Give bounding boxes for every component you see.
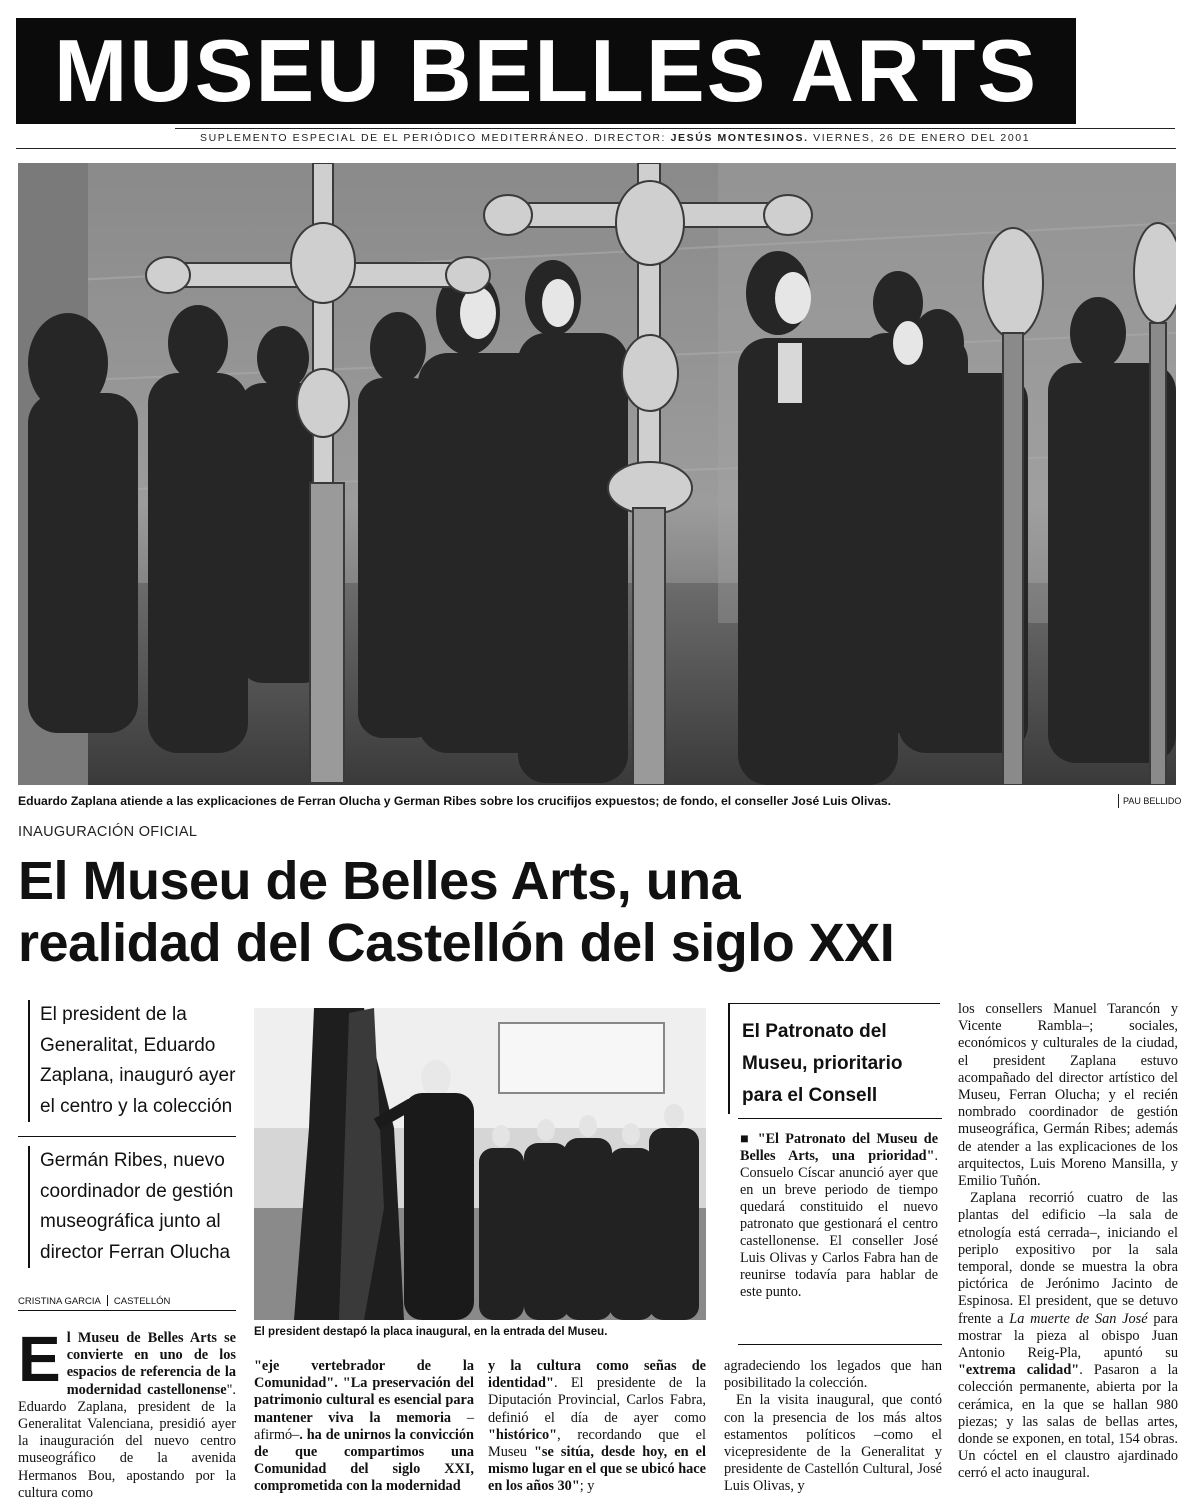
main-photo-caption: Eduardo Zaplana atiende a las explicaciones de Ferran Olucha y German Ribes sobre los crucifijos expuestos; de fondo, el conseller José Luis Olivas. [18, 794, 892, 808]
headline [18, 850, 1178, 974]
supplement-text: SUPLEMENTO ESPECIAL DE EL PERIÓDICO MEDITERRÁNEO. DIRECTOR: [200, 132, 671, 144]
body-column-2 [254, 1358, 474, 1496]
divider [16, 148, 1176, 149]
quote-highlight: "extrema calidad" [958, 1362, 1080, 1379]
sidebar-body [740, 1131, 938, 1301]
byline [18, 1295, 170, 1307]
paragraph: los consellers Manuel Tarancón y Vicente Rambla–; sociales, económicos y culturales de la ciudad, el president Zaplana estuvo acompañado del director artístico del Museu, Ferran Olucha; y el recién nombrado coordinador de gestión museográfica, Germán Ribes; además de atender a las explicaciones de los arquitectos, Luis Moreno Mansilla, y Emilio Tuñón. [958, 1001, 1178, 1190]
masthead-banner [16, 18, 1076, 124]
lead-quote: l Museu de Belles Arts se convierte en uno de los espacios de referencia de la modernidad castellonense [66, 1330, 236, 1398]
quote: . ha de unirnos la convicción de que compartimos una Comunidad del siglo XXI, comprometida con la modernidad [254, 1426, 474, 1495]
text-run: ". Eduardo Zaplana, president de la Generalitat Valenciana, presidió ayer la inauguración del nuevo centro museográfico de la avenida Hermanos Bou, apostando por la cultura como [18, 1381, 236, 1501]
sidebar-quote: "El Patronato del Museu de Belles Arts, una prioridad" [740, 1131, 938, 1164]
bullet-icon: ■ [740, 1131, 752, 1147]
kicker: INAUGURACIÓN OFICIAL [18, 824, 198, 840]
divider [175, 128, 1175, 129]
secondary-photo [254, 1008, 706, 1320]
masthead-title: MUSEU BELLES ARTS [53, 21, 1039, 120]
text-run: , recordando que el Museu [488, 1426, 706, 1461]
body-column-3 [488, 1358, 706, 1496]
paragraph: En la visita inaugural, que contó con la presencia de los más altos estamentos políticos –como el vicepresidente de la Generalitat y presidente de Castellón Cultural, José Luis Olivas, y [724, 1392, 942, 1495]
body-column-1 [18, 1323, 236, 1502]
drop-cap: E [18, 1323, 61, 1395]
byline-author: CRISTINA GARCIA [18, 1296, 101, 1307]
right-column-text [958, 1001, 1178, 1483]
text-run: Zaplana recorrió cuatro de las plantas del edificio –la sala de etnología está cerrada–, iniciando el periplo expositivo por la sala temporal, donde se muestra la obra pictórica de Jerónimo Jacinto de Espinosa. El president, que se detuvo frente a [958, 1190, 1178, 1327]
supplement-line [200, 132, 1030, 144]
divider [18, 1136, 236, 1137]
divider [738, 1344, 942, 1345]
divider [18, 1310, 236, 1311]
text-run: . Pasaron a la colección permanente, abierta por la cerámica, en la que se hallan 980 piezas; y las salas de bellas artes, donde se exponen, en total, 154 obras. Un cóctel en el claustro ajardinado cerró el acto inaugural. [958, 1362, 1179, 1482]
byline-place: CASTELLÓN [113, 1296, 171, 1307]
deck-2: Germán Ribes, nuevo coordinador de gestión museográfica junto al director Ferran Olucha [28, 1146, 252, 1268]
quote: y la cultura como señas de identidad" [488, 1358, 706, 1392]
quote: "eje vertebrador de la Comunidad". "La preservación del patrimonio cultural es esencial para mantener viva la memoria [254, 1358, 474, 1426]
quote: "histórico" [488, 1426, 558, 1443]
text-run: –afirmó– [254, 1409, 474, 1443]
headline-line-1: El Museu de Belles Arts, una [18, 851, 741, 911]
issue-date: VIERNES, 26 DE ENERO DEL 2001 [808, 132, 1031, 144]
main-photo [18, 163, 1176, 785]
text-run: . El presidente de la Diputación Provincial, Carlos Fabra, definió el día de ayer como [488, 1375, 706, 1426]
headline-line-2: realidad del Castellón del siglo XXI [18, 913, 895, 973]
photo-credit: PAU BELLIDO [1118, 794, 1181, 808]
secondary-photo-caption: El president destapó la placa inaugural, en la entrada del Museu. [254, 1326, 608, 1338]
deck-1: El president de la Generalitat, Eduardo Zaplana, inauguró ayer el centro y la colección [28, 1000, 252, 1122]
sidebar-text: . Consuelo Císcar anunció ayer que en un breve periodo de tiempo quedará constituido el nuevo patronato que gestionará el centro castellonense. El conseller José Luis Olivas y Carlos Fabra han de reunirse todavía para hablar de este punto. [740, 1148, 938, 1300]
quote: "se sitúa, desde hoy, en el mismo lugar en el que se ubicó hace en los años 30" [488, 1444, 706, 1495]
text-run: ; y [579, 1478, 595, 1495]
body-column-4 [724, 1358, 942, 1496]
sidebar-heading: El Patronato del Museu, prioritario para el Consell [742, 1021, 903, 1106]
divider [738, 1118, 942, 1119]
text-run: para mostrar la pieza al obispo Juan Antonio Reig-Pla, apuntó su [958, 1310, 1178, 1362]
paragraph: agradeciendo los legados que han posibilitado la colección. [724, 1358, 942, 1392]
artwork-title: La muerte de San José [1009, 1310, 1148, 1327]
director-name: JESÚS MONTESINOS. [670, 132, 809, 144]
paragraph [958, 1190, 1178, 1482]
